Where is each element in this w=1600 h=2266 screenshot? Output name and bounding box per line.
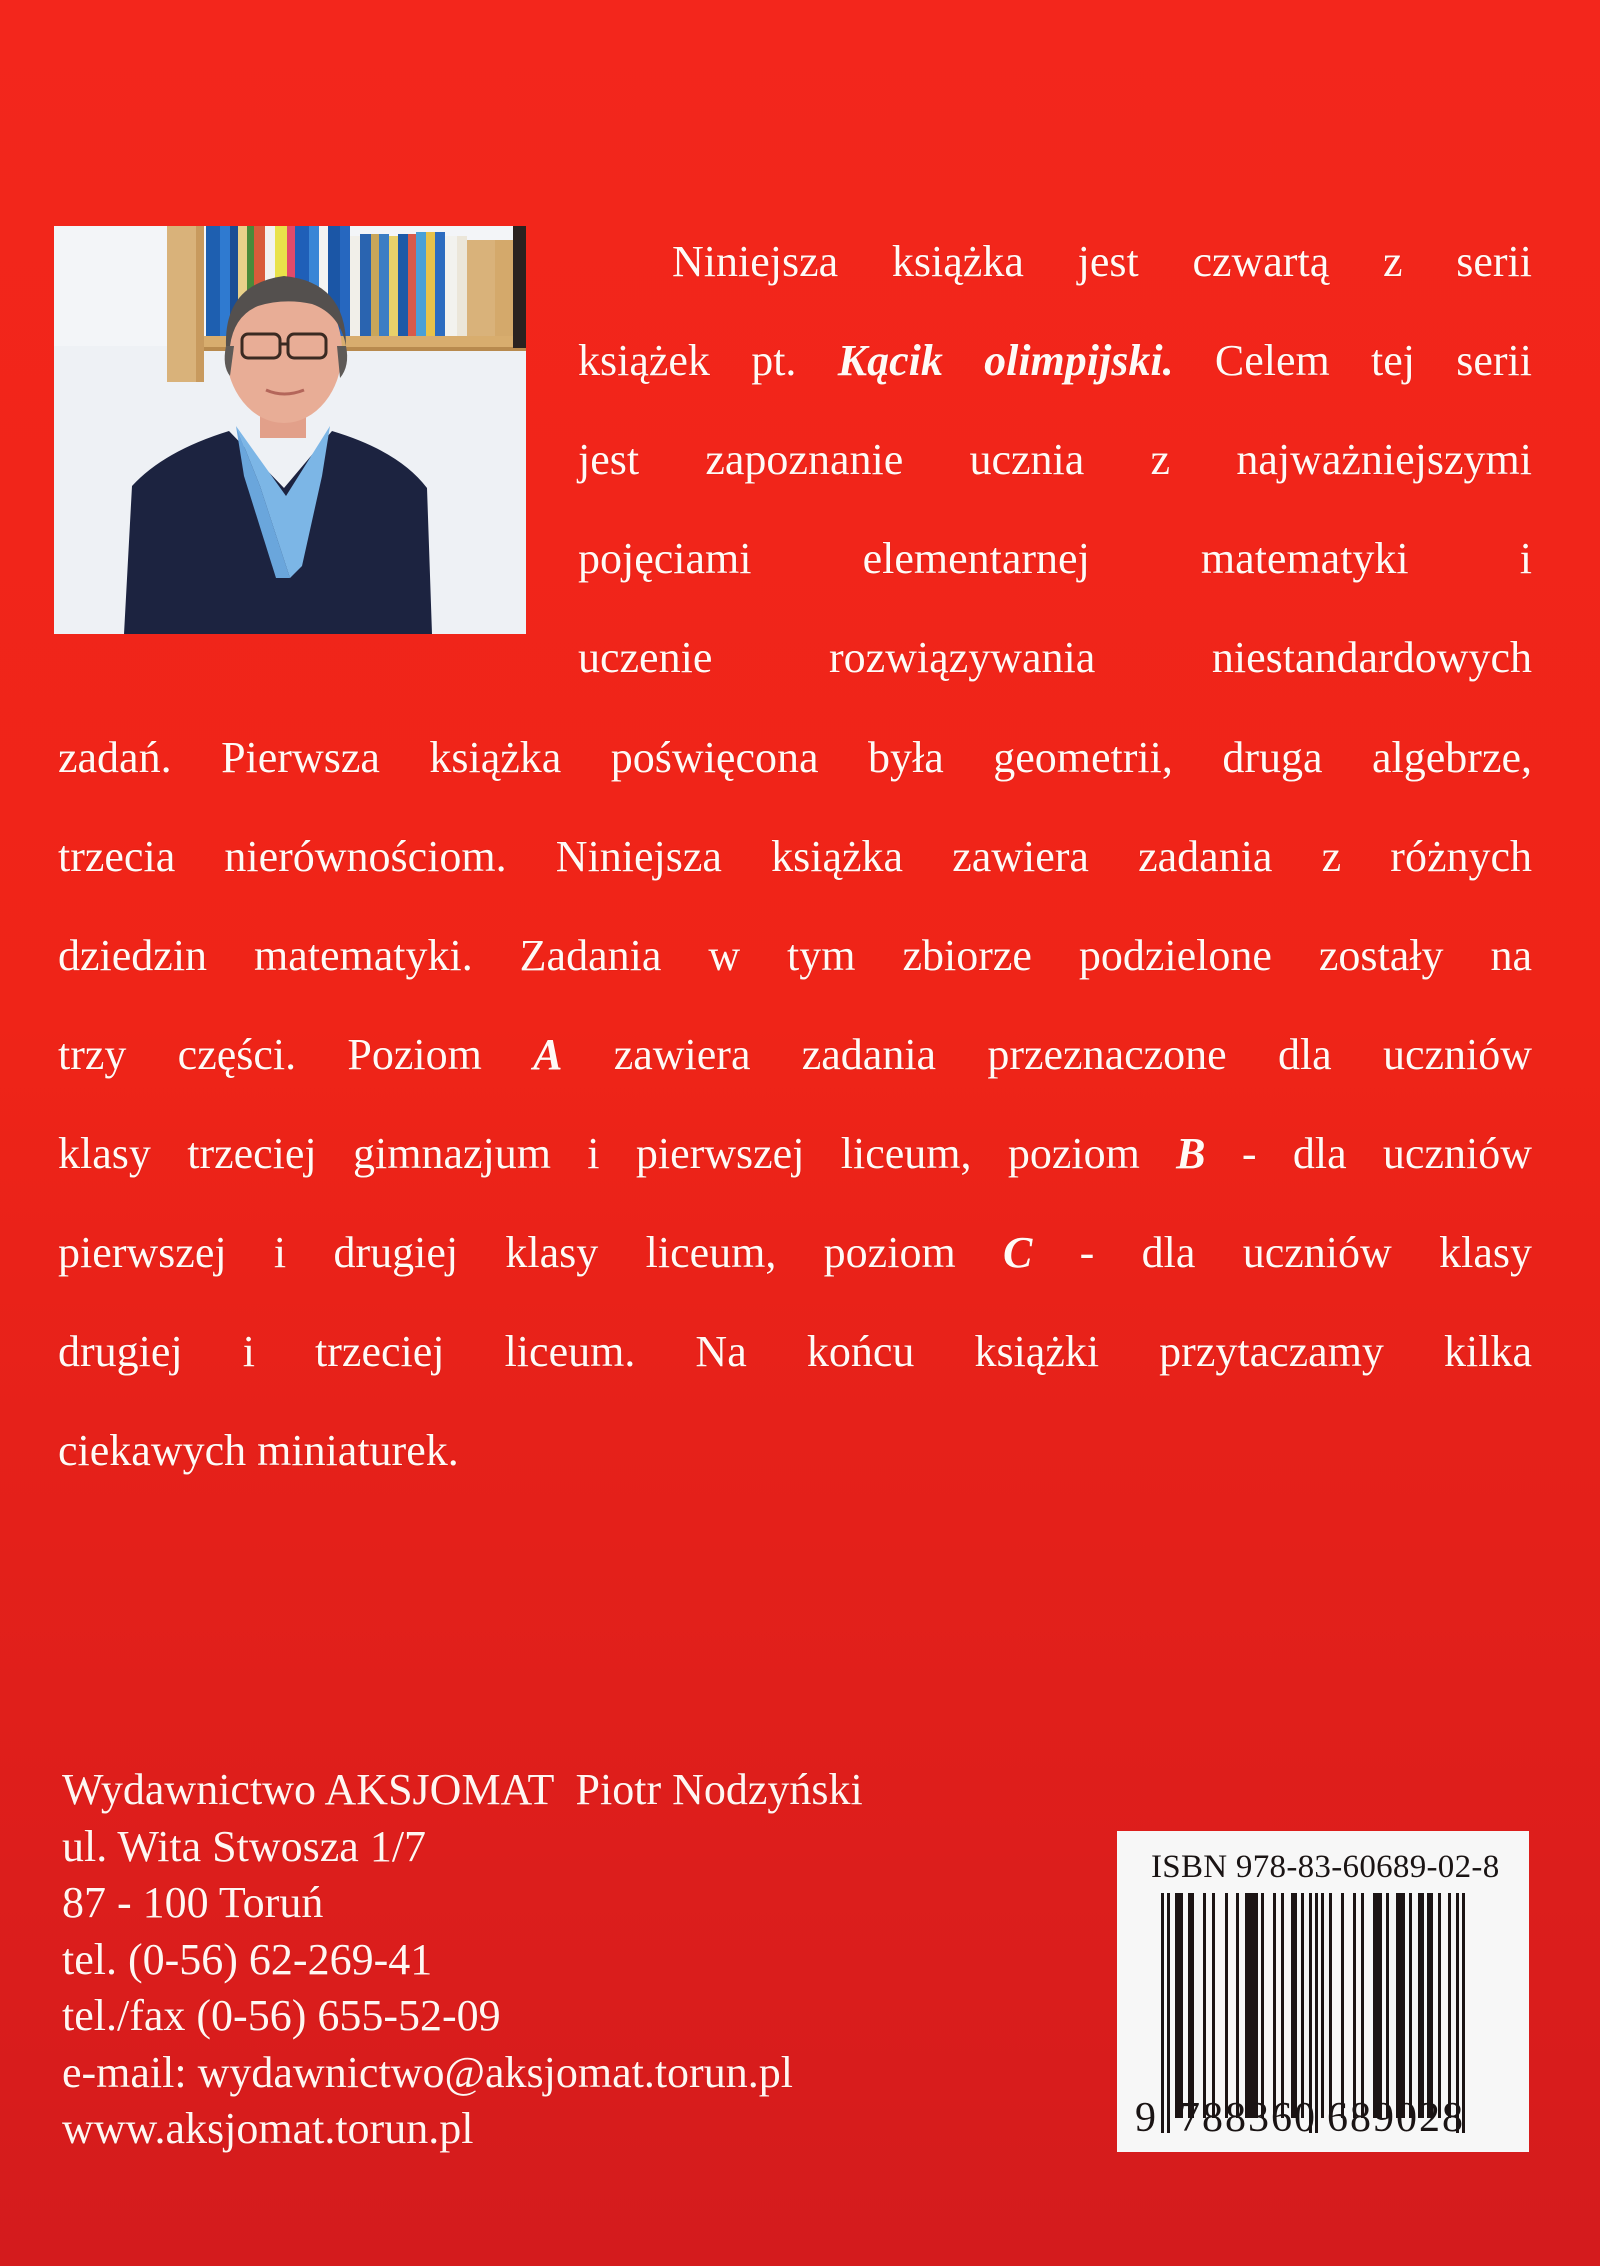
publisher-city: 87 - 100 Toruń: [62, 1878, 324, 1927]
blurb-line: [58, 906, 1532, 1005]
blurb-text: drugiej i trzeciej liceum. Na końcu książki przytaczamy kilka: [58, 1327, 1532, 1376]
blurb-text: ciekawych miniaturek.: [58, 1426, 459, 1475]
blurb-line: [578, 608, 1532, 707]
blurb-line: [58, 1203, 1532, 1302]
author-portrait-illustration: [54, 226, 526, 634]
blurb-line: [58, 1104, 1532, 1203]
blurb-line: [58, 708, 1532, 807]
blurb-text: trzecia nierównościom. Niniejsza książka zawiera zadania z różnych: [58, 832, 1532, 881]
blurb-text: Niniejsza książka jest czwartą z serii: [672, 237, 1532, 286]
blurb-line: [58, 1401, 1532, 1500]
blurb-line: [578, 509, 1532, 608]
blurb-text: - dla uczniów klasy: [1032, 1228, 1533, 1277]
blurb-text: - dla uczniów: [1205, 1129, 1532, 1178]
blurb-text: uczenie rozwiązywania niestandardowych: [578, 633, 1532, 682]
blurb-text: Celem tej serii: [1173, 336, 1532, 385]
blurb-text: jest zapoznanie ucznia z najważniejszymi: [578, 435, 1532, 484]
blurb-text: zadań. Pierwsza książka poświęcona była geometrii, druga algebrze,: [58, 733, 1532, 782]
blurb-line: [578, 212, 1532, 311]
series-title: Kącik olimpijski.: [837, 336, 1174, 385]
barcode-right-digits: 689028: [1327, 2095, 1465, 2141]
blurb-line: [578, 311, 1532, 410]
publisher-info: [62, 1762, 863, 2158]
blurb-text: książek pt.: [578, 336, 838, 385]
isbn-barcode-box: [1117, 1831, 1529, 2152]
blurb-line: [58, 807, 1532, 906]
blurb-text: klasy trzeciej gimnazjum i pierwszej liceum, poziom: [58, 1129, 1177, 1178]
publisher-website: www.aksjomat.torun.pl: [62, 2104, 474, 2153]
level-b-label: B: [1176, 1129, 1206, 1178]
blurb-text: dziedzin matematyki. Zadania w tym zbiorze podzielone zostały na: [58, 931, 1532, 980]
blurb-top: [578, 212, 1532, 707]
author-photo: [54, 226, 526, 634]
publisher-fax: tel./fax (0-56) 655-52-09: [62, 1991, 501, 2040]
publisher-email: e-mail: wydawnictwo@aksjomat.torun.pl: [62, 2047, 793, 2097]
publisher-phone: tel. (0-56) 62-269-41: [62, 1934, 433, 1984]
blurb-body: [58, 708, 1532, 1500]
blurb-text: trzy części. Poziom: [58, 1030, 534, 1079]
level-a-label: A: [533, 1030, 563, 1079]
blurb-text: pierwszej i drugiej klasy liceum, poziom: [58, 1228, 1003, 1277]
blurb-line: [58, 1302, 1532, 1401]
level-c-label: C: [1003, 1228, 1033, 1277]
blurb-text: zawiera zadania przeznaczone dla uczniów: [562, 1030, 1533, 1079]
blurb-line: [58, 1005, 1532, 1104]
publisher-street: ul. Wita Stwosza 1/7: [62, 1821, 427, 1871]
publisher-name: Wydawnictwo AKSJOMAT Piotr Nodzyński: [62, 1765, 863, 1814]
barcode-left-digits: 788360: [1179, 2095, 1317, 2141]
barcode-first-digit: 9: [1135, 2095, 1158, 2141]
isbn-label: ISBN 978-83-60689-02-8: [1151, 1849, 1500, 1885]
blurb-line: [578, 410, 1532, 509]
blurb-text: pojęciami elementarnej matematyki i: [578, 534, 1532, 583]
